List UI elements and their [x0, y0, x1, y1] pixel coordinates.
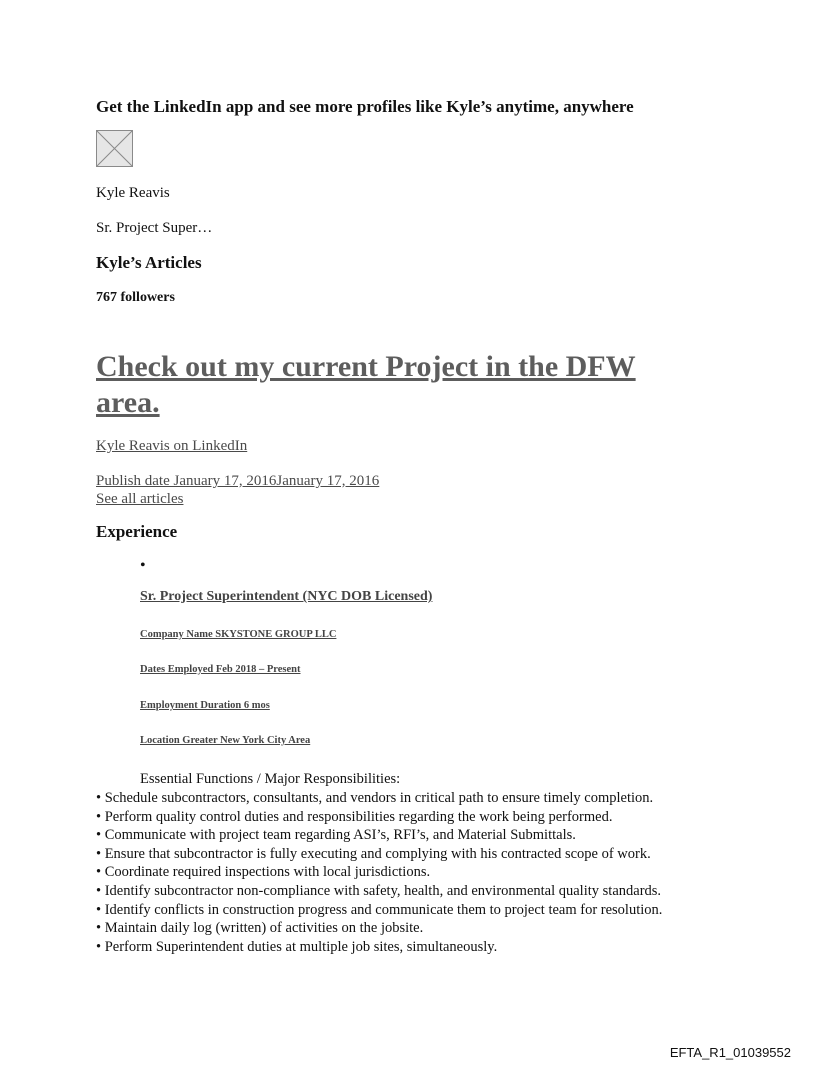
list-item: • Perform Superintendent duties at multiple job sites, simultaneously. — [96, 938, 662, 957]
dates-employed-link[interactable]: Dates Employed Feb 2018 – Present — [140, 664, 301, 675]
company-name-link[interactable]: Company Name SKYSTONE GROUP LLC — [140, 629, 337, 640]
list-item: • Identify subcontractor non-compliance with safety, health, and environmental quality standards. — [96, 882, 662, 901]
list-item: • Schedule subcontractors, consultants, and vendors in critical path to ensure timely completion. — [96, 789, 662, 808]
experience-list-bullet: • — [140, 557, 146, 574]
experience-heading: Experience — [96, 522, 178, 541]
document-id: EFTA_R1_01039552 — [669, 1045, 791, 1060]
list-item: • Maintain daily log (written) of activities on the jobsite. — [96, 919, 662, 938]
job-title-link[interactable]: Sr. Project Superintendent (NYC DOB Licensed) — [140, 589, 433, 604]
list-item: • Ensure that subcontractor is fully executing and complying with his contracted scope of work. — [96, 845, 662, 864]
list-item: • Perform quality control duties and responsibilities regarding the work being performed. — [96, 808, 662, 827]
app-promo-heading: Get the LinkedIn app and see more profiles like Kyle’s anytime, anywhere — [96, 97, 634, 116]
location-link[interactable]: Location Greater New York City Area — [140, 735, 311, 746]
followers-count: 767 followers — [96, 290, 175, 305]
article-title-link[interactable]: Check out my current Project in the DFW area. — [96, 350, 636, 419]
broken-image-icon — [97, 131, 132, 166]
article-publish-date-link[interactable]: Publish date January 17, 2016January 17, 2016 — [96, 473, 380, 489]
article-author-link[interactable]: Kyle Reavis on LinkedIn — [96, 438, 248, 454]
list-item: • Coordinate required inspections with local jurisdictions. — [96, 863, 662, 882]
list-item: • Identify conflicts in construction progress and communicate them to project team for resolution. — [96, 901, 662, 920]
articles-heading: Kyle’s Articles — [96, 253, 202, 272]
profile-name: Kyle Reavis — [96, 185, 170, 201]
profile-photo-placeholder[interactable] — [96, 130, 133, 167]
list-item: • Communicate with project team regarding ASI’s, RFI’s, and Material Submittals. — [96, 826, 662, 845]
profile-headline: Sr. Project Super… — [96, 220, 213, 236]
see-all-articles-link[interactable]: See all articles — [96, 491, 184, 507]
employment-duration-link[interactable]: Employment Duration 6 mos — [140, 700, 270, 711]
responsibilities-list — [96, 789, 662, 956]
responsibilities-heading: Essential Functions / Major Responsibilities: — [140, 771, 401, 787]
